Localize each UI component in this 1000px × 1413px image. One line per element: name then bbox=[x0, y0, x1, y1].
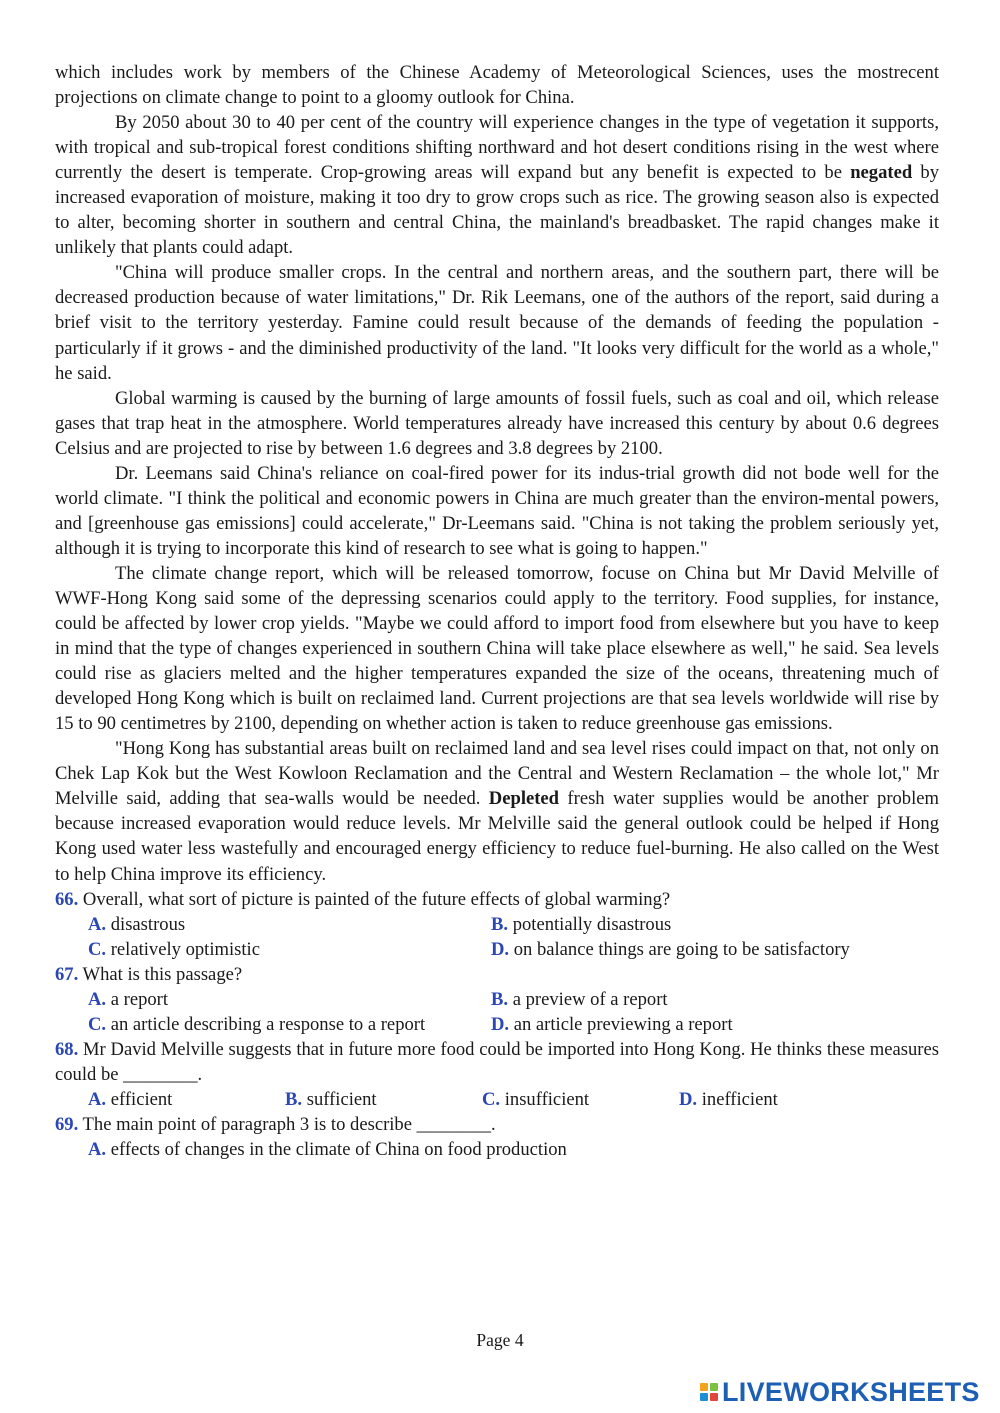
keyword-negated: negated bbox=[850, 162, 913, 184]
passage-paragraph-4: Global warming is caused by the burning of large amounts of fossil fuels, such as coal and oil, which release gases that trap heat in the atmosphere. World temperatures already have increased this century by about 0.6 degrees Celsius and are projected to rise by between 1.6 degrees and 3.8 degrees by 2100. bbox=[55, 387, 939, 459]
options-row bbox=[55, 937, 939, 962]
options-row bbox=[55, 1012, 939, 1037]
question-text: What is this passage? bbox=[78, 963, 243, 985]
option-d[interactable]: D. inefficient bbox=[679, 1088, 778, 1110]
keyword-depleted: Depleted bbox=[488, 788, 560, 810]
question-text: The main point of paragraph 3 is to describe ________. bbox=[78, 1113, 496, 1135]
option-a[interactable]: A. a report bbox=[88, 988, 169, 1010]
worksheet-content bbox=[55, 60, 939, 1162]
options-row bbox=[55, 912, 939, 937]
logo-icon bbox=[700, 1383, 718, 1401]
question-number: 67. bbox=[55, 963, 79, 985]
option-b[interactable]: B. sufficient bbox=[285, 1088, 377, 1110]
option-d[interactable]: D. on balance things are going to be satisfactory bbox=[491, 938, 850, 960]
question-number: 66. bbox=[55, 888, 79, 910]
passage-paragraph-7: "Hong Kong has substantial areas built on reclaimed land and sea level rises could impact on that, not only on Chek Lap Kok but the West Kowloon Reclamation and the Central and Western Reclamation – the whole lot," Mr Melville said, adding that sea-walls would be needed. Depleted fresh water supplies would be another problem because increased evaporation would reduce levels. Mr Melville said the general outlook could be helped if Hong Kong used water less wastefully and encouraged energy efficiency to reduce fuel-burning. He also called on the West to help China improve its efficiency. bbox=[55, 738, 939, 885]
question-67 bbox=[55, 962, 939, 987]
question-text: Overall, what sort of picture is painted of the future effects of global warming? bbox=[78, 888, 671, 910]
option-b[interactable]: B. potentially disastrous bbox=[491, 913, 672, 935]
brand-name: LIVEWORKSHEETS bbox=[722, 1377, 980, 1407]
question-number: 68. bbox=[55, 1038, 79, 1060]
option-c[interactable]: C. an article describing a response to a report bbox=[88, 1013, 426, 1035]
passage-paragraph-5: Dr. Leemans said China's reliance on coal-fired power for its indus-trial growth did not bode well for the world climate. "I think the political and economic powers in China are much greater than the environ-mental powers, and [greenhouse gas emissions] could accelerate," Dr-Leemans said. "China is not taking the problem seriously yet, although it is trying to incorporate this kind of research to see what is going to happen." bbox=[55, 462, 939, 559]
options-row bbox=[55, 1087, 939, 1112]
passage-paragraph-3: "China will produce smaller crops. In the central and northern areas, and the southern part, there will be decreased production because of water limitations," Dr. Rik Leemans, one of the authors of the report, said during a brief visit to the territory yesterday. Famine could result because of the demands of feeding the population - particularly if it grows - and the diminished productivity of the land. "It looks very difficult for the world as a whole," he said. bbox=[55, 262, 939, 384]
option-a[interactable]: A. disastrous bbox=[88, 913, 186, 935]
question-66 bbox=[55, 887, 939, 912]
option-a[interactable]: A. efficient bbox=[88, 1088, 173, 1110]
options-row bbox=[55, 1137, 939, 1162]
option-c[interactable]: C. insufficient bbox=[482, 1088, 590, 1110]
passage-paragraph-1: which includes work by members of the Chinese Academy of Meteorological Sciences, uses the mostrecent projections on climate change to point to a gloomy outlook for China. bbox=[55, 62, 939, 109]
option-d[interactable]: D. an article previewing a report bbox=[491, 1013, 733, 1035]
passage-paragraph-6: The climate change report, which will be released tomorrow, focuse on China but Mr David Melville of WWF-Hong Kong said some of the depressing scenarios could apply to the territory. Food supplies, for instance, could be affected by lower crop yields. "Maybe we could afford to import food from elsewhere but you have to keep in mind that the type of changes experienced in southern China will take place elsewhere as well," he said. Sea levels could rise as glaciers melted and the higher temperatures expanded the size of the oceans, threatening much of developed Hong Kong which is built on reclaimed land. Current projections are that sea levels worldwide will rise by 15 to 90 centimetres by 2100, depending on whether action is taken to reduce greenhouse gas emissions. bbox=[55, 562, 939, 735]
option-a[interactable]: A. effects of changes in the climate of China on food production bbox=[88, 1139, 567, 1161]
liveworksheets-logo bbox=[700, 1377, 980, 1407]
passage-paragraph-2: By 2050 about 30 to 40 per cent of the country will experience changes in the type of vegetation it supports, with tropical and sub-tropical forest conditions shifting northward and hot desert conditions rising in the west where currently the desert is temperate. Crop-growing areas will expand but any benefit is expected to be negated by increased evaporation of moisture, making it too dry to grow crops such as rice. The growing season also is expected to alter, becoming shorter in southern and central China, the mainland's breadbasket. The rapid changes make it unlikely that plants could adapt. bbox=[55, 112, 939, 259]
question-68 bbox=[55, 1037, 939, 1087]
question-text: Mr David Melville suggests that in future more food could be imported into Hong Kong. He thinks these measures could be ________. bbox=[55, 1038, 939, 1085]
options-row bbox=[55, 987, 939, 1012]
question-number: 69. bbox=[55, 1113, 79, 1135]
option-b[interactable]: B. a preview of a report bbox=[491, 988, 668, 1010]
question-69 bbox=[55, 1112, 939, 1137]
option-c[interactable]: C. relatively optimistic bbox=[88, 938, 260, 960]
page-number: Page 4 bbox=[476, 1330, 524, 1350]
